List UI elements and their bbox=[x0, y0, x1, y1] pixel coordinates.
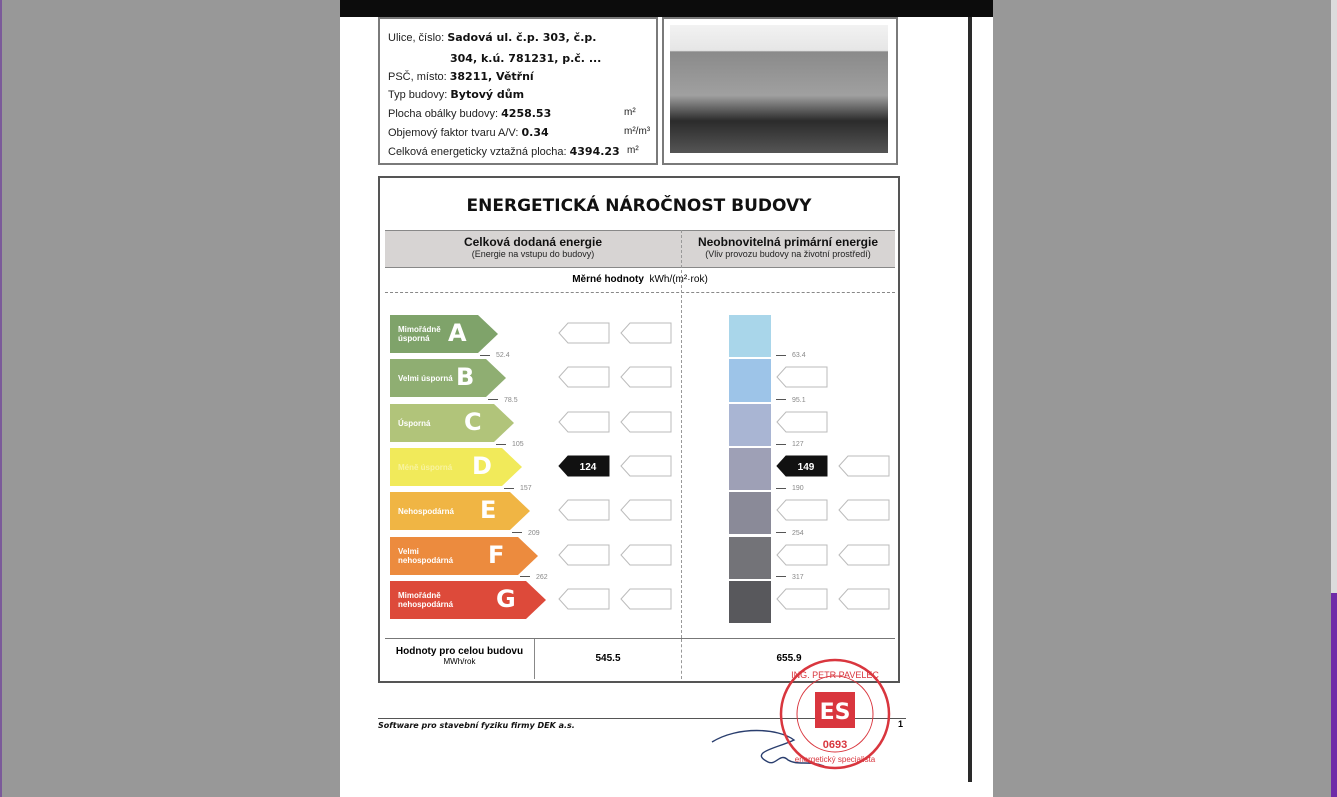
class-band-d bbox=[390, 448, 522, 491]
stamp bbox=[777, 656, 893, 772]
class-letter: C bbox=[464, 407, 482, 436]
whole-delivered-value: 545.5 bbox=[595, 653, 621, 664]
class-label: Nehospodárná bbox=[398, 507, 455, 517]
address-value-1: Sadová ul. č.p. 303, č.p. bbox=[447, 31, 597, 44]
factor-label: Objemový faktor tvaru A/V: bbox=[388, 127, 519, 139]
scan-border-line bbox=[968, 17, 972, 782]
left-tick-label: 209 bbox=[512, 530, 540, 537]
col-primary-sub: (Vliv provozu budovy na životní prostředí) bbox=[705, 249, 871, 259]
column-separator bbox=[681, 230, 682, 638]
col-delivered-sub: (Energie na vstupu do budovy) bbox=[471, 249, 595, 259]
svg-text:0693: 0693 bbox=[822, 739, 848, 751]
address-label: Ulice, číslo: bbox=[388, 32, 445, 44]
envelope-value: 4258.53 bbox=[501, 107, 552, 120]
factor-value: 0.34 bbox=[521, 126, 549, 139]
empty-tag bbox=[620, 544, 672, 566]
city-value: 38211, Větřní bbox=[449, 70, 534, 83]
empty-tag bbox=[776, 499, 828, 521]
empty-tag bbox=[558, 322, 610, 344]
empty-tag bbox=[838, 499, 890, 521]
building-photo-image bbox=[670, 25, 888, 153]
left-tick-label: 105 bbox=[496, 441, 524, 448]
empty-tag bbox=[838, 588, 890, 610]
right-tick-label: 95.1 bbox=[776, 397, 806, 404]
area-unit: m² bbox=[627, 145, 639, 156]
whole-building-label-cell bbox=[385, 639, 535, 679]
scrollbar-track[interactable] bbox=[1331, 0, 1337, 593]
col-delivered-title: Celková dodaná energie bbox=[463, 235, 603, 249]
class-letter: E bbox=[480, 496, 497, 525]
type-label: Typ budovy: bbox=[388, 89, 448, 101]
col-primary-title: Neobnovitelná primární energie bbox=[697, 235, 879, 249]
empty-tag bbox=[620, 455, 672, 477]
left-tick-label: 262 bbox=[520, 574, 548, 581]
area-row bbox=[388, 145, 620, 158]
primary-scale-segment bbox=[729, 581, 771, 623]
type-row bbox=[388, 88, 524, 101]
svg-text:energetický specialista: energetický specialista bbox=[794, 755, 876, 764]
envelope-row bbox=[388, 107, 551, 120]
whole-building-unit: MWh/rok bbox=[443, 657, 476, 666]
envelope-unit: m² bbox=[624, 107, 636, 118]
class-label: Mimořádně úsporná bbox=[398, 325, 441, 343]
page-top-bar bbox=[340, 0, 993, 17]
area-value: 4394.23 bbox=[569, 145, 620, 158]
energy-label-chart bbox=[378, 176, 900, 683]
primary-scale-segment bbox=[729, 359, 771, 401]
page-number: 1 bbox=[898, 719, 904, 729]
building-photo bbox=[662, 17, 898, 165]
envelope-label: Plocha obálky budovy: bbox=[388, 108, 499, 120]
empty-tag bbox=[620, 499, 672, 521]
class-band-f bbox=[390, 537, 538, 580]
class-label: Mimořádně nehospodárná bbox=[398, 590, 454, 609]
class-letter: G bbox=[496, 584, 516, 613]
type-value: Bytový dům bbox=[450, 88, 525, 101]
left-tick-label: 157 bbox=[504, 485, 532, 492]
empty-tag bbox=[838, 544, 890, 566]
window-edge-right bbox=[1331, 593, 1337, 797]
primary-scale-segment bbox=[729, 537, 771, 579]
document-page bbox=[340, 0, 993, 797]
chart-title: ENERGETICKÁ NÁROČNOST BUDOVY bbox=[466, 196, 812, 216]
factor-unit: m²/m³ bbox=[624, 126, 651, 137]
window-edge-left bbox=[0, 0, 2, 797]
right-tick-label: 254 bbox=[776, 530, 804, 537]
empty-tag bbox=[620, 411, 672, 433]
specific-values-row bbox=[385, 268, 895, 293]
svg-text:ES: ES bbox=[819, 700, 851, 725]
class-band-g bbox=[390, 581, 546, 624]
right-tick-label: 63.4 bbox=[776, 352, 806, 359]
building-info-box bbox=[378, 17, 658, 165]
empty-tag bbox=[558, 411, 610, 433]
class-label: Méně úsporná bbox=[398, 462, 453, 472]
city-label: PSČ, místo: bbox=[388, 71, 447, 83]
empty-tag bbox=[776, 544, 828, 566]
svg-text:ING. PETR PAVELEC: ING. PETR PAVELEC bbox=[791, 670, 879, 680]
primary-scale-segment bbox=[729, 315, 771, 357]
class-band-e bbox=[390, 492, 530, 535]
primary-scale-segment bbox=[729, 404, 771, 446]
column-header bbox=[385, 230, 895, 268]
class-letter: D bbox=[472, 451, 492, 480]
empty-tag bbox=[620, 588, 672, 610]
specific-label: Měrné hodnoty bbox=[572, 274, 644, 285]
svg-text:149: 149 bbox=[797, 461, 815, 473]
class-letter: B bbox=[456, 363, 475, 392]
svg-text:124: 124 bbox=[579, 461, 597, 473]
left-tick-label: 78.5 bbox=[488, 397, 518, 404]
whole-building-label: Hodnoty pro celou budovu bbox=[395, 646, 524, 657]
address-row-2 bbox=[450, 52, 601, 65]
col-delivered-header bbox=[385, 235, 681, 259]
class-letter: A bbox=[448, 319, 467, 347]
empty-tag bbox=[776, 588, 828, 610]
specific-unit: kWh/(m²·rok) bbox=[649, 274, 708, 285]
delivered-value-tag bbox=[558, 455, 610, 477]
right-tick-label: 127 bbox=[776, 441, 804, 448]
primary-scale-segment bbox=[729, 448, 771, 490]
factor-row bbox=[388, 126, 549, 139]
empty-tag bbox=[558, 544, 610, 566]
address-row bbox=[388, 31, 596, 44]
col-primary-header bbox=[681, 235, 895, 259]
empty-tag bbox=[558, 588, 610, 610]
primary-value-tag bbox=[776, 455, 828, 477]
empty-tag bbox=[620, 366, 672, 388]
class-letter: F bbox=[488, 540, 505, 569]
whole-primary-value: 655.9 bbox=[681, 639, 896, 679]
class-label: Velmi nehospodárná bbox=[398, 546, 454, 565]
empty-tag bbox=[838, 455, 890, 477]
software-credit: Software pro stavební fyziku firmy DEK a.s. bbox=[378, 721, 575, 730]
empty-tag bbox=[620, 322, 672, 344]
empty-tag bbox=[558, 499, 610, 521]
empty-tag bbox=[776, 411, 828, 433]
address-value-2: 304, k.ú. 781231, p.č. ... bbox=[450, 52, 602, 65]
area-label: Celková energeticky vztažná plocha: bbox=[388, 146, 567, 158]
left-tick-label: 52.4 bbox=[480, 352, 510, 359]
right-tick-label: 190 bbox=[776, 485, 804, 492]
class-label: Velmi úsporná bbox=[398, 374, 453, 384]
empty-tag bbox=[776, 366, 828, 388]
primary-scale-segment bbox=[729, 492, 771, 534]
class-label: Úsporná bbox=[398, 418, 431, 428]
city-row bbox=[388, 70, 534, 83]
right-tick-label: 317 bbox=[776, 574, 804, 581]
empty-tag bbox=[558, 366, 610, 388]
